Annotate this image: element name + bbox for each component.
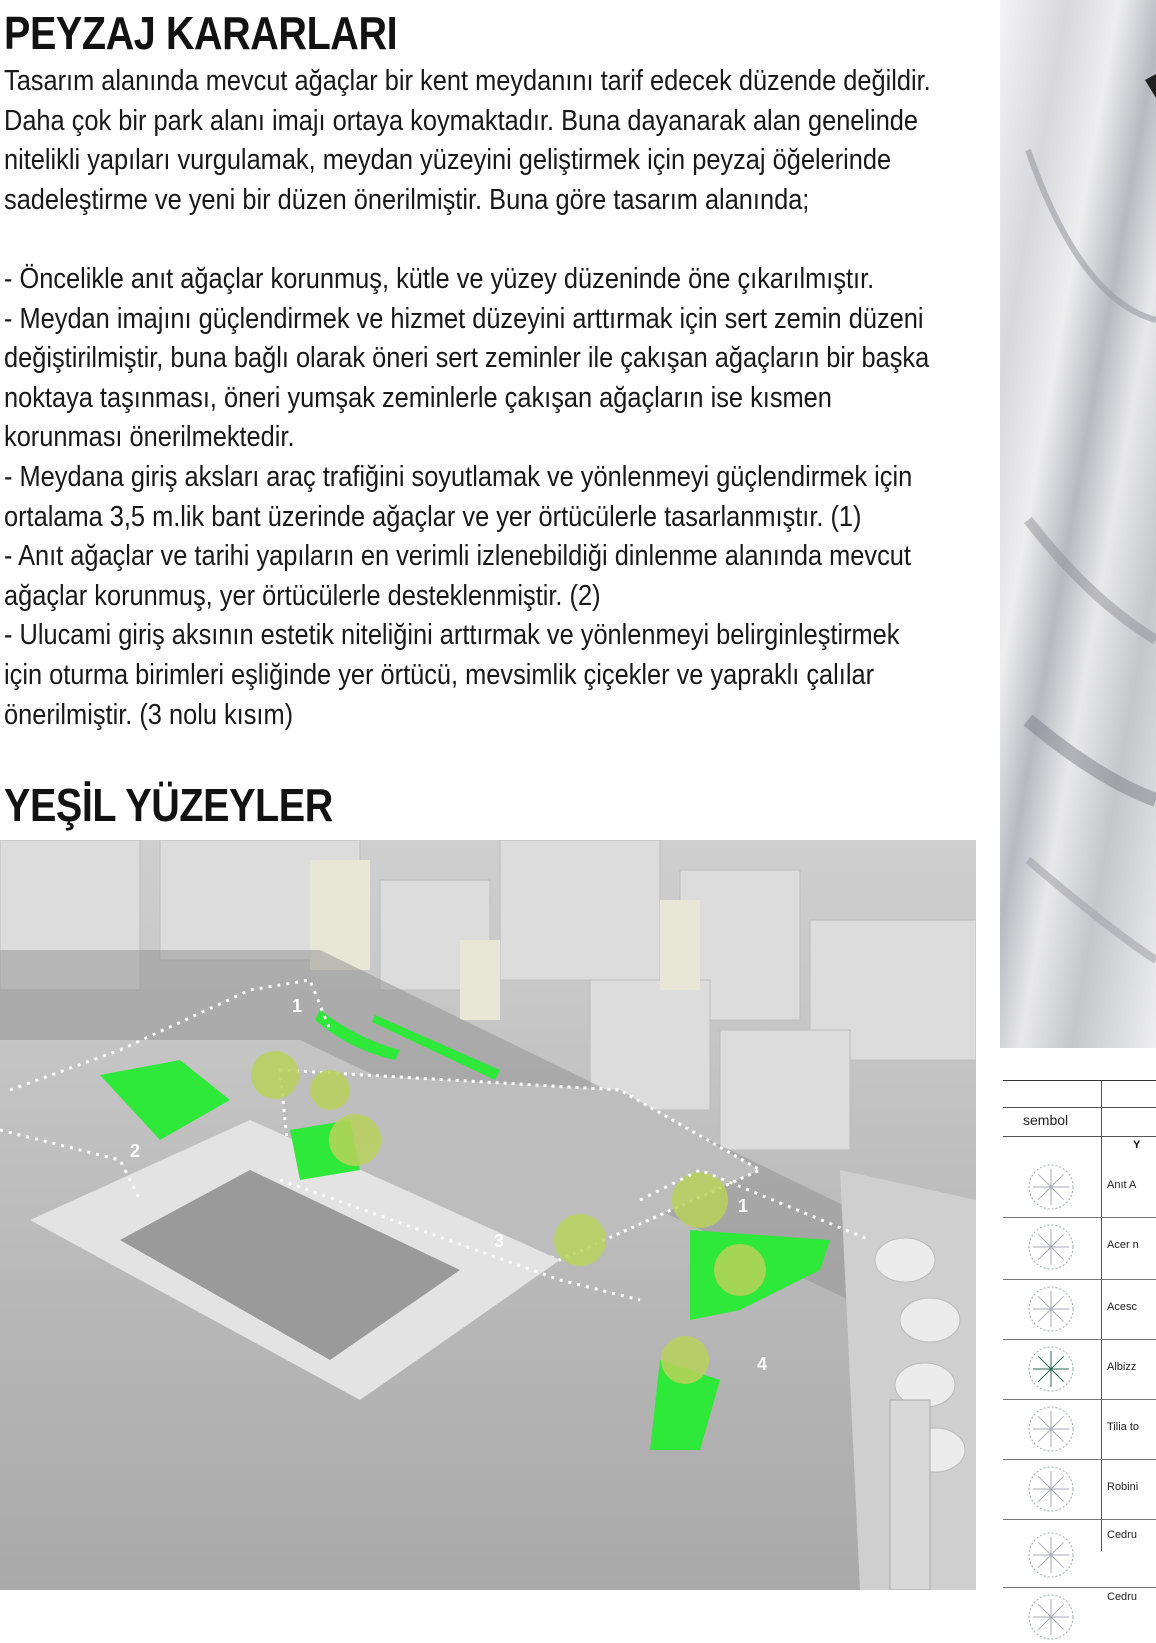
render-label: 2 — [130, 1141, 141, 1161]
legend-row-name: Acesc — [1107, 1301, 1137, 1313]
text-line: nitelikli yapıları vurgulamak, meydan yüzeyini geliştirmek için peyzaj öğelerinde — [4, 144, 892, 177]
legend-row-name: Robini — [1107, 1481, 1139, 1493]
render-label: 3 — [494, 1231, 505, 1251]
legend-col-header-2: Y — [1133, 1139, 1141, 1151]
plant-legend-table — [1003, 1080, 1156, 1603]
text-line: Tasarım alanında mevcut ağaçlar bir kent meydanını tarif edecek düzende değildir. — [4, 65, 931, 97]
legend-row — [1003, 1587, 1156, 1603]
tree-symbol-icon — [1025, 1463, 1077, 1515]
text-line: - Meydan imajını güçlendirmek ve hizmet düzeyini arttırmak için sert zemin düzeni — [4, 302, 924, 335]
text-line: için oturma birimleri eşliğinde yer örtücü, mevsimlik çiçekler ve yapraklı çalılar — [4, 658, 875, 691]
legend-row — [1003, 1339, 1156, 1400]
legend-row — [1003, 1459, 1156, 1520]
legend-row-name: Cedru — [1107, 1529, 1137, 1541]
tree-symbol-icon — [1025, 1161, 1077, 1213]
legend-header — [1003, 1107, 1156, 1137]
text-line: - Ulucami giriş aksının estetik niteliğini arttırmak ve yönlenmeyi belirginleştirmek — [4, 619, 900, 652]
tree-symbol-icon — [1025, 1529, 1077, 1581]
tree-symbol-icon — [1025, 1343, 1077, 1395]
legend-row-name: Anıt A — [1107, 1179, 1137, 1191]
legend-row-name: Albizz — [1107, 1361, 1137, 1373]
text-line: - Öncelikle anıt ağaçlar korunmuş, kütle ve yüzey düzeninde öne çıkarılmıştır. — [4, 262, 875, 295]
render-label: 4 — [757, 1354, 768, 1374]
text-line: Daha çok bir park alanı imajı ortaya koymaktadır. Buna dayanarak alan genelinde — [4, 104, 919, 137]
tree-symbol-icon — [1025, 1283, 1077, 1335]
tree-symbol-icon — [1025, 1221, 1077, 1273]
text-line: ortalama 3,5 m.lik bant üzerinde ağaçlar ve yer örtücülerle tasarlanmıştır. (1) — [4, 500, 862, 533]
text-line: sadeleştirme ve yeni bir düzen önerilmiştir. Buna göre tasarım alanında; — [4, 183, 810, 216]
legend-row — [1003, 1217, 1156, 1280]
legend-row-name: Cedru — [1107, 1591, 1137, 1603]
text-line: değiştirilmiştir, buna bağlı olarak öneri sert zeminler ile çakışan ağaçların bir başka — [4, 342, 930, 375]
render-label: 1 — [292, 996, 303, 1016]
render-label: 1 — [738, 1196, 749, 1216]
paragraph-gap — [4, 220, 1037, 260]
text-line: önerilmiştir. (3 nolu kısım) — [4, 698, 294, 731]
text-line: noktaya taşınması, öneri yumşak zeminlerle çakışan ağaçların ise kısmen — [4, 381, 832, 414]
text-line: korunması önerilmektedir. — [4, 421, 295, 454]
legend-row — [1003, 1525, 1156, 1588]
legend-row-name: Acer n — [1107, 1239, 1139, 1251]
body-text — [4, 62, 1037, 735]
legend-row — [1003, 1157, 1156, 1218]
aerial-render-image — [0, 840, 976, 1590]
text-line: - Meydana giriş aksları araç trafiğini soyutlamak ve yönlenmeyi güçlendirmek için — [4, 460, 913, 493]
legend-row-name: Tilia to — [1107, 1421, 1139, 1433]
legend-row — [1003, 1279, 1156, 1340]
side-render-image — [1000, 0, 1156, 1048]
legend-col-header: sembol — [1023, 1112, 1069, 1128]
tree-symbol-icon — [1025, 1591, 1077, 1643]
text-line: - Anıt ağaçlar ve tarihi yapıların en verimli izlenebildiği dinlenme alanında mevcut — [4, 540, 911, 573]
section-heading-peyzaj: PEYZAJ KARARLARI — [4, 7, 398, 59]
tree-symbol-icon — [1025, 1403, 1077, 1455]
legend-row — [1003, 1399, 1156, 1460]
section-heading-yesil: YEŞİL YÜZEYLER — [4, 779, 333, 831]
text-line: ağaçlar korunmuş, yer örtücülerle desteklenmiştir. (2) — [4, 579, 601, 612]
